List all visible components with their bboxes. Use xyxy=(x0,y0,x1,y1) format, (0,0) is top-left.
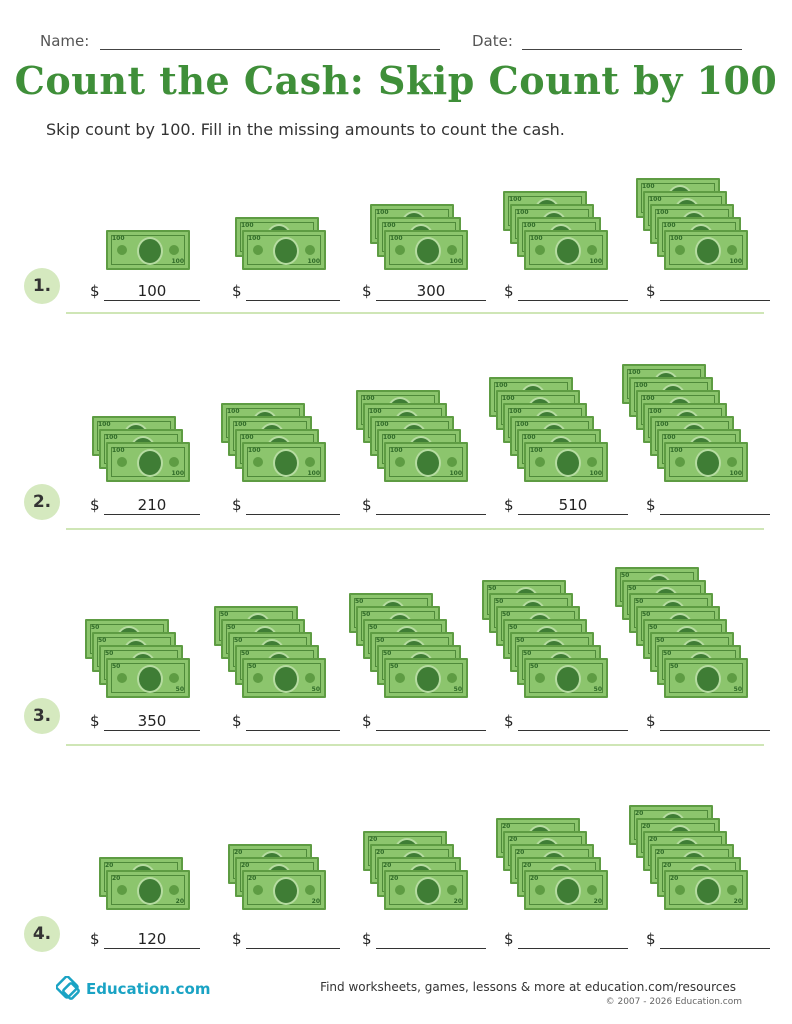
bill-denomination: 50 xyxy=(362,611,371,618)
answer-field[interactable] xyxy=(232,712,340,734)
bill-seal xyxy=(117,673,127,683)
bill-denomination: 100 xyxy=(390,235,403,242)
answer-line xyxy=(518,730,628,731)
bill-seal xyxy=(535,457,545,467)
bill-denomination: 50 xyxy=(390,663,399,670)
dollar-sign: $ xyxy=(90,930,100,948)
answer-field[interactable] xyxy=(90,282,200,304)
dollar-sign: $ xyxy=(646,496,656,514)
bill-denomination: 20 xyxy=(175,898,184,905)
footer-copyright: © 2007 - 2026 Education.com xyxy=(605,997,742,1007)
bill-seal xyxy=(253,245,263,255)
answer-line xyxy=(518,948,628,949)
bill-seal xyxy=(535,673,545,683)
date-label: Date: xyxy=(472,32,513,50)
bill-denomination: 20 xyxy=(234,849,243,856)
bill-denomination: 100 xyxy=(523,222,536,229)
bill-denomination: 100 xyxy=(670,447,683,454)
answer-field[interactable] xyxy=(362,930,486,952)
bill-denomination: 20 xyxy=(509,836,518,843)
bill-denomination: 50 xyxy=(670,663,679,670)
bill-denomination: 50 xyxy=(663,650,672,657)
bill-denomination: 100 xyxy=(530,235,543,242)
bill-denomination: 50 xyxy=(220,611,229,618)
bill-seal xyxy=(587,245,597,255)
bill-seal xyxy=(447,245,457,255)
dollar-bill xyxy=(664,442,748,482)
bill-denomination: 100 xyxy=(628,369,641,376)
bill-denomination: 50 xyxy=(509,624,518,631)
bill-denomination: 50 xyxy=(311,686,320,693)
dollar-bill xyxy=(524,658,608,698)
dollar-bill xyxy=(664,658,748,698)
bill-seal xyxy=(305,885,315,895)
bill-seal xyxy=(169,457,179,467)
answer-value: 100 xyxy=(137,282,167,300)
bill-denomination: 50 xyxy=(355,598,364,605)
bill-denomination: 100 xyxy=(656,209,669,216)
bill-denomination: 20 xyxy=(241,862,250,869)
dollar-bill xyxy=(106,870,190,910)
bill-seal xyxy=(305,673,315,683)
bill-denomination: 50 xyxy=(621,572,630,579)
bill-denomination: 100 xyxy=(383,434,396,441)
dollar-sign: $ xyxy=(504,496,514,514)
answer-field[interactable] xyxy=(90,930,200,952)
problem-number: 3. xyxy=(24,698,60,734)
answer-line xyxy=(660,948,770,949)
bill-denomination: 50 xyxy=(91,624,100,631)
bill-denomination: 100 xyxy=(248,447,261,454)
bill-denomination: 100 xyxy=(98,421,111,428)
bill-denomination: 20 xyxy=(390,875,399,882)
bill-denomination: 100 xyxy=(509,196,522,203)
bill-seal xyxy=(253,457,263,467)
bill-denomination: 100 xyxy=(649,196,662,203)
bill-denomination: 20 xyxy=(383,862,392,869)
bill-seal xyxy=(169,885,179,895)
bill-denomination: 50 xyxy=(453,686,462,693)
bill-denomination: 50 xyxy=(241,650,250,657)
bill-denomination: 50 xyxy=(383,650,392,657)
bill-seal xyxy=(727,457,737,467)
dollar-sign: $ xyxy=(232,930,242,948)
answer-line xyxy=(104,300,200,301)
bill-denomination: 20 xyxy=(635,810,644,817)
bill-denomination: 100 xyxy=(495,382,508,389)
dollar-bill xyxy=(242,658,326,698)
answer-line xyxy=(376,300,486,301)
answer-line xyxy=(246,514,340,515)
answer-field[interactable] xyxy=(646,282,770,304)
bill-denomination: 20 xyxy=(453,898,462,905)
problem-number: 2. xyxy=(24,484,60,520)
row-divider xyxy=(66,528,764,530)
dollar-sign: $ xyxy=(232,712,242,730)
dollar-sign: $ xyxy=(646,282,656,300)
answer-line xyxy=(104,514,200,515)
dollar-sign: $ xyxy=(504,712,514,730)
bill-denomination: 100 xyxy=(362,395,375,402)
answer-field[interactable] xyxy=(362,496,486,518)
answer-field[interactable] xyxy=(504,496,628,518)
dollar-sign: $ xyxy=(90,496,100,514)
dollar-bill xyxy=(106,658,190,698)
answer-field[interactable] xyxy=(362,282,486,304)
bill-denomination: 100 xyxy=(307,470,320,477)
bill-seal xyxy=(169,245,179,255)
answer-field[interactable] xyxy=(504,930,628,952)
bill-denomination: 50 xyxy=(502,611,511,618)
bill-denomination: 100 xyxy=(523,434,536,441)
answer-line xyxy=(104,948,200,949)
bill-denomination: 50 xyxy=(227,624,236,631)
education-logo-icon xyxy=(56,976,82,1002)
bill-seal xyxy=(587,885,597,895)
answer-line xyxy=(660,730,770,731)
bill-denomination: 100 xyxy=(729,258,742,265)
bill-denomination: 100 xyxy=(729,470,742,477)
dollar-bill xyxy=(524,230,608,270)
dollar-sign: $ xyxy=(232,282,242,300)
dollar-sign: $ xyxy=(232,496,242,514)
bill-denomination: 50 xyxy=(98,637,107,644)
answer-value: 350 xyxy=(137,712,167,730)
bill-denomination: 50 xyxy=(248,663,257,670)
bill-denomination: 50 xyxy=(635,598,644,605)
bill-denomination: 20 xyxy=(105,862,114,869)
bill-seal xyxy=(305,245,315,255)
dollar-bill xyxy=(384,230,468,270)
answer-field[interactable] xyxy=(504,282,628,304)
bill-denomination: 20 xyxy=(516,849,525,856)
bill-seal xyxy=(447,885,457,895)
bill-denomination: 50 xyxy=(495,598,504,605)
dollar-bill xyxy=(524,870,608,910)
name-field[interactable] xyxy=(100,49,440,50)
bill-denomination: 100 xyxy=(649,408,662,415)
bill-seal xyxy=(675,885,685,895)
answer-field[interactable] xyxy=(646,712,770,734)
bill-denomination: 50 xyxy=(105,650,114,657)
bill-denomination: 100 xyxy=(307,258,320,265)
bill-seal xyxy=(675,673,685,683)
dollar-bill xyxy=(242,230,326,270)
answer-field[interactable] xyxy=(646,496,770,518)
bill-seal xyxy=(447,673,457,683)
bill-seal xyxy=(587,673,597,683)
bill-denomination: 100 xyxy=(112,447,125,454)
bill-denomination: 50 xyxy=(523,650,532,657)
bill-denomination: 20 xyxy=(502,823,511,830)
bill-denomination: 100 xyxy=(248,235,261,242)
answer-line xyxy=(518,300,628,301)
bill-denomination: 100 xyxy=(502,395,515,402)
bill-seal xyxy=(117,245,127,255)
answer-value: 510 xyxy=(558,496,588,514)
bill-seal xyxy=(447,457,457,467)
bill-denomination: 50 xyxy=(369,624,378,631)
bill-denomination: 100 xyxy=(383,222,396,229)
bill-denomination: 100 xyxy=(241,222,254,229)
dollar-bill xyxy=(664,230,748,270)
bill-denomination: 100 xyxy=(234,421,247,428)
bill-denomination: 50 xyxy=(516,637,525,644)
bill-denomination: 20 xyxy=(376,849,385,856)
bill-denomination: 50 xyxy=(234,637,243,644)
bill-seal xyxy=(395,885,405,895)
bill-seal xyxy=(727,885,737,895)
footer-logo-text: Education.com xyxy=(86,980,211,998)
bill-denomination: 100 xyxy=(105,434,118,441)
bill-denomination: 100 xyxy=(589,258,602,265)
dollar-sign: $ xyxy=(90,282,100,300)
answer-line xyxy=(376,730,486,731)
bill-denomination: 50 xyxy=(593,686,602,693)
bill-denomination: 100 xyxy=(642,395,655,402)
answer-field[interactable] xyxy=(504,712,628,734)
bill-denomination: 20 xyxy=(112,875,121,882)
bill-denomination: 100 xyxy=(369,408,382,415)
bill-seal xyxy=(305,457,315,467)
dollar-bill xyxy=(384,658,468,698)
bill-seal xyxy=(727,245,737,255)
dollar-sign: $ xyxy=(362,930,372,948)
bill-seal xyxy=(117,457,127,467)
dollar-sign: $ xyxy=(362,712,372,730)
bill-denomination: 100 xyxy=(449,470,462,477)
row-divider xyxy=(66,312,764,314)
answer-field[interactable] xyxy=(232,496,340,518)
answer-field[interactable] xyxy=(232,930,340,952)
problem-number: 4. xyxy=(24,916,60,952)
bill-denomination: 100 xyxy=(663,222,676,229)
answer-line xyxy=(376,948,486,949)
answer-field[interactable] xyxy=(362,712,486,734)
bill-denomination: 50 xyxy=(112,663,121,670)
bill-denomination: 20 xyxy=(311,898,320,905)
bill-denomination: 20 xyxy=(530,875,539,882)
dollar-bill xyxy=(242,870,326,910)
bill-denomination: 100 xyxy=(241,434,254,441)
bill-seal xyxy=(395,457,405,467)
bill-denomination: 50 xyxy=(649,624,658,631)
name-label: Name: xyxy=(40,32,90,50)
bill-denomination: 100 xyxy=(530,447,543,454)
bill-denomination: 100 xyxy=(112,235,125,242)
bill-denomination: 100 xyxy=(642,183,655,190)
footer-resources-text: Find worksheets, games, lessons & more at education.com/resources xyxy=(320,980,736,994)
bill-denomination: 100 xyxy=(171,258,184,265)
bill-denomination: 100 xyxy=(376,209,389,216)
dollar-bill xyxy=(242,442,326,482)
dollar-sign: $ xyxy=(362,496,372,514)
bill-denomination: 100 xyxy=(449,258,462,265)
bill-denomination: 50 xyxy=(656,637,665,644)
bill-seal xyxy=(253,885,263,895)
dollar-bill xyxy=(524,442,608,482)
bill-seal xyxy=(117,885,127,895)
answer-value: 300 xyxy=(416,282,446,300)
bill-seal xyxy=(395,245,405,255)
bill-denomination: 20 xyxy=(523,862,532,869)
answer-line xyxy=(104,730,200,731)
dollar-bill xyxy=(384,442,468,482)
bill-seal xyxy=(535,885,545,895)
dollar-bill xyxy=(106,230,190,270)
instructions: Skip count by 100. Fill in the missing amounts to count the cash. xyxy=(46,120,565,139)
dollar-sign: $ xyxy=(646,712,656,730)
answer-line xyxy=(660,300,770,301)
dollar-sign: $ xyxy=(504,930,514,948)
dollar-bill xyxy=(384,870,468,910)
bill-denomination: 20 xyxy=(670,875,679,882)
bill-denomination: 20 xyxy=(248,875,257,882)
bill-denomination: 100 xyxy=(509,408,522,415)
answer-line xyxy=(518,514,628,515)
dollar-bill xyxy=(106,442,190,482)
bill-denomination: 50 xyxy=(488,585,497,592)
answer-line xyxy=(246,730,340,731)
answer-line xyxy=(246,300,340,301)
date-field[interactable] xyxy=(522,49,742,50)
bill-seal xyxy=(535,245,545,255)
answer-line xyxy=(660,514,770,515)
bill-denomination: 50 xyxy=(530,663,539,670)
bill-denomination: 20 xyxy=(656,849,665,856)
bill-seal xyxy=(169,673,179,683)
bill-denomination: 50 xyxy=(175,686,184,693)
bill-denomination: 50 xyxy=(376,637,385,644)
dollar-bill xyxy=(664,870,748,910)
bill-denomination: 20 xyxy=(663,862,672,869)
bill-denomination: 100 xyxy=(516,209,529,216)
problem-number: 1. xyxy=(24,268,60,304)
bill-denomination: 20 xyxy=(649,836,658,843)
bill-denomination: 100 xyxy=(656,421,669,428)
bill-seal xyxy=(395,673,405,683)
bill-denomination: 100 xyxy=(635,382,648,389)
bill-denomination: 20 xyxy=(642,823,651,830)
page-title: Count the Cash: Skip Count by 100 xyxy=(14,58,778,103)
dollar-sign: $ xyxy=(646,930,656,948)
bill-seal xyxy=(675,245,685,255)
answer-field[interactable] xyxy=(90,496,200,518)
answer-value: 120 xyxy=(137,930,167,948)
footer-logo xyxy=(56,976,211,1002)
bill-denomination: 100 xyxy=(227,408,240,415)
answer-field[interactable] xyxy=(90,712,200,734)
dollar-sign: $ xyxy=(504,282,514,300)
bill-denomination: 100 xyxy=(663,434,676,441)
bill-seal xyxy=(253,673,263,683)
bill-denomination: 20 xyxy=(733,898,742,905)
bill-denomination: 100 xyxy=(171,470,184,477)
answer-field[interactable] xyxy=(646,930,770,952)
answer-line xyxy=(376,514,486,515)
bill-denomination: 50 xyxy=(642,611,651,618)
bill-denomination: 100 xyxy=(390,447,403,454)
bill-denomination: 100 xyxy=(516,421,529,428)
row-divider xyxy=(66,744,764,746)
bill-denomination: 100 xyxy=(376,421,389,428)
bill-denomination: 50 xyxy=(733,686,742,693)
bill-denomination: 100 xyxy=(670,235,683,242)
answer-value: 210 xyxy=(137,496,167,514)
bill-seal xyxy=(675,457,685,467)
dollar-sign: $ xyxy=(362,282,372,300)
bill-denomination: 100 xyxy=(589,470,602,477)
bill-seal xyxy=(727,673,737,683)
bill-denomination: 20 xyxy=(369,836,378,843)
dollar-sign: $ xyxy=(90,712,100,730)
bill-denomination: 50 xyxy=(628,585,637,592)
answer-line xyxy=(246,948,340,949)
bill-denomination: 20 xyxy=(593,898,602,905)
answer-field[interactable] xyxy=(232,282,340,304)
bill-seal xyxy=(587,457,597,467)
